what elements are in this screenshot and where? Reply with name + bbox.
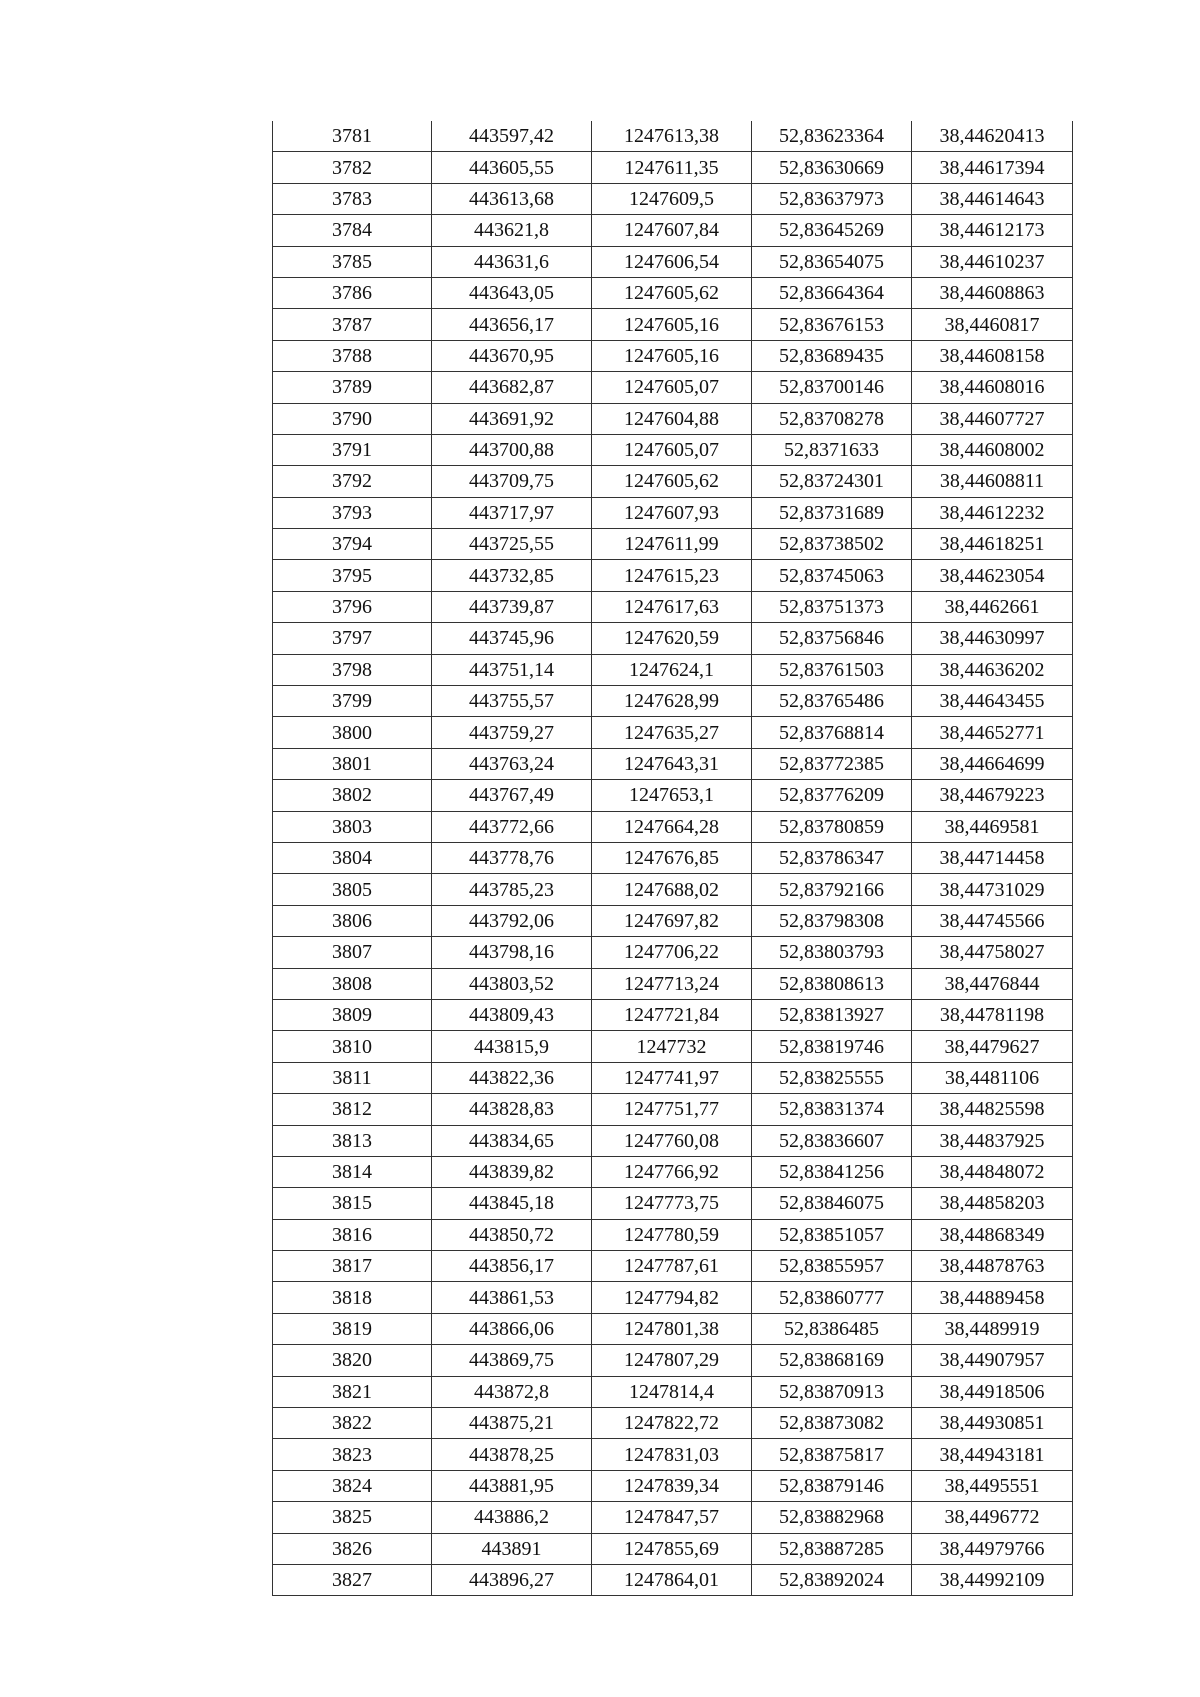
longitude-cell: 38,44630997 — [912, 623, 1073, 654]
latitude-cell: 52,83708278 — [752, 403, 912, 434]
longitude-cell: 38,44731029 — [912, 874, 1073, 905]
latitude-cell: 52,83751373 — [752, 591, 912, 622]
latitude-cell: 52,83836607 — [752, 1125, 912, 1156]
longitude-cell: 38,44930851 — [912, 1408, 1073, 1439]
y-coordinate-cell: 1247794,82 — [592, 1282, 752, 1313]
longitude-cell: 38,44636202 — [912, 654, 1073, 685]
longitude-cell: 38,44608811 — [912, 466, 1073, 497]
y-coordinate-cell: 1247751,77 — [592, 1094, 752, 1125]
point-number-cell: 3784 — [273, 215, 432, 246]
longitude-cell: 38,44643455 — [912, 686, 1073, 717]
table-row — [273, 937, 1073, 968]
x-coordinate-cell: 443875,21 — [432, 1408, 592, 1439]
point-number-cell: 3799 — [273, 686, 432, 717]
x-coordinate-cell: 443815,9 — [432, 1031, 592, 1062]
longitude-cell: 38,4462661 — [912, 591, 1073, 622]
latitude-cell: 52,83813927 — [752, 999, 912, 1030]
table-row — [273, 686, 1073, 717]
y-coordinate-cell: 1247605,07 — [592, 434, 752, 465]
point-number-cell: 3807 — [273, 937, 432, 968]
longitude-cell: 38,44781198 — [912, 999, 1073, 1030]
y-coordinate-cell: 1247628,99 — [592, 686, 752, 717]
x-coordinate-cell: 443809,43 — [432, 999, 592, 1030]
x-coordinate-cell: 443869,75 — [432, 1345, 592, 1376]
x-coordinate-cell: 443878,25 — [432, 1439, 592, 1470]
table-row — [273, 591, 1073, 622]
latitude-cell: 52,83792166 — [752, 874, 912, 905]
table-row — [273, 654, 1073, 685]
x-coordinate-cell: 443709,75 — [432, 466, 592, 497]
latitude-cell: 52,83841256 — [752, 1156, 912, 1187]
table-row — [273, 717, 1073, 748]
x-coordinate-cell: 443751,14 — [432, 654, 592, 685]
x-coordinate-cell: 443700,88 — [432, 434, 592, 465]
point-number-cell: 3824 — [273, 1470, 432, 1501]
point-number-cell: 3820 — [273, 1345, 432, 1376]
point-number-cell: 3805 — [273, 874, 432, 905]
table-row — [273, 1031, 1073, 1062]
y-coordinate-cell: 1247605,16 — [592, 309, 752, 340]
longitude-cell: 38,44889458 — [912, 1282, 1073, 1313]
y-coordinate-cell: 1247609,5 — [592, 183, 752, 214]
y-coordinate-cell: 1247766,92 — [592, 1156, 752, 1187]
point-number-cell: 3801 — [273, 748, 432, 779]
latitude-cell: 52,83645269 — [752, 215, 912, 246]
table-row — [273, 183, 1073, 214]
longitude-cell: 38,44620413 — [912, 121, 1073, 152]
x-coordinate-cell: 443759,27 — [432, 717, 592, 748]
latitude-cell: 52,83738502 — [752, 529, 912, 560]
longitude-cell: 38,44758027 — [912, 937, 1073, 968]
table-row — [273, 340, 1073, 371]
table-row — [273, 968, 1073, 999]
point-number-cell: 3791 — [273, 434, 432, 465]
point-number-cell: 3796 — [273, 591, 432, 622]
longitude-cell: 38,44679223 — [912, 780, 1073, 811]
y-coordinate-cell: 1247760,08 — [592, 1125, 752, 1156]
y-coordinate-cell: 1247847,57 — [592, 1502, 752, 1533]
longitude-cell: 38,44614643 — [912, 183, 1073, 214]
longitude-cell: 38,44907957 — [912, 1345, 1073, 1376]
latitude-cell: 52,83664364 — [752, 277, 912, 308]
x-coordinate-cell: 443896,27 — [432, 1564, 592, 1595]
latitude-cell: 52,83786347 — [752, 842, 912, 873]
point-number-cell: 3818 — [273, 1282, 432, 1313]
latitude-cell: 52,83745063 — [752, 560, 912, 591]
y-coordinate-cell: 1247606,54 — [592, 246, 752, 277]
y-coordinate-cell: 1247635,27 — [592, 717, 752, 748]
table-row — [273, 780, 1073, 811]
point-number-cell: 3803 — [273, 811, 432, 842]
y-coordinate-cell: 1247864,01 — [592, 1564, 752, 1595]
point-number-cell: 3795 — [273, 560, 432, 591]
longitude-cell: 38,44848072 — [912, 1156, 1073, 1187]
y-coordinate-cell: 1247605,07 — [592, 372, 752, 403]
point-number-cell: 3817 — [273, 1251, 432, 1282]
y-coordinate-cell: 1247664,28 — [592, 811, 752, 842]
x-coordinate-cell: 443670,95 — [432, 340, 592, 371]
y-coordinate-cell: 1247732 — [592, 1031, 752, 1062]
x-coordinate-cell: 443866,06 — [432, 1313, 592, 1344]
longitude-cell: 38,44878763 — [912, 1251, 1073, 1282]
x-coordinate-cell: 443767,49 — [432, 780, 592, 811]
x-coordinate-cell: 443772,66 — [432, 811, 592, 842]
table-row — [273, 1345, 1073, 1376]
longitude-cell: 38,44837925 — [912, 1125, 1073, 1156]
y-coordinate-cell: 1247855,69 — [592, 1533, 752, 1564]
point-number-cell: 3804 — [273, 842, 432, 873]
longitude-cell: 38,4481106 — [912, 1062, 1073, 1093]
y-coordinate-cell: 1247607,84 — [592, 215, 752, 246]
latitude-cell: 52,83851057 — [752, 1219, 912, 1250]
table-row — [273, 403, 1073, 434]
table-row — [273, 874, 1073, 905]
table-row — [273, 1156, 1073, 1187]
point-number-cell: 3798 — [273, 654, 432, 685]
latitude-cell: 52,83808613 — [752, 968, 912, 999]
x-coordinate-cell: 443631,6 — [432, 246, 592, 277]
table-row — [273, 1219, 1073, 1250]
y-coordinate-cell: 1247697,82 — [592, 905, 752, 936]
y-coordinate-cell: 1247814,4 — [592, 1376, 752, 1407]
longitude-cell: 38,44858203 — [912, 1188, 1073, 1219]
x-coordinate-cell: 443755,57 — [432, 686, 592, 717]
y-coordinate-cell: 1247801,38 — [592, 1313, 752, 1344]
latitude-cell: 52,83825555 — [752, 1062, 912, 1093]
x-coordinate-cell: 443763,24 — [432, 748, 592, 779]
x-coordinate-cell: 443861,53 — [432, 1282, 592, 1313]
point-number-cell: 3812 — [273, 1094, 432, 1125]
y-coordinate-cell: 1247605,62 — [592, 277, 752, 308]
y-coordinate-cell: 1247607,93 — [592, 497, 752, 528]
longitude-cell: 38,44979766 — [912, 1533, 1073, 1564]
table-row — [273, 1564, 1073, 1595]
y-coordinate-cell: 1247780,59 — [592, 1219, 752, 1250]
latitude-cell: 52,83873082 — [752, 1408, 912, 1439]
table-row — [273, 560, 1073, 591]
longitude-cell: 38,4460817 — [912, 309, 1073, 340]
point-number-cell: 3781 — [273, 121, 432, 152]
longitude-cell: 38,4476844 — [912, 968, 1073, 999]
latitude-cell: 52,83846075 — [752, 1188, 912, 1219]
table-row — [273, 905, 1073, 936]
table-row — [273, 1502, 1073, 1533]
y-coordinate-cell: 1247721,84 — [592, 999, 752, 1030]
latitude-cell: 52,83630669 — [752, 152, 912, 183]
latitude-cell: 52,83700146 — [752, 372, 912, 403]
table-row — [273, 1313, 1073, 1344]
x-coordinate-cell: 443691,92 — [432, 403, 592, 434]
x-coordinate-cell: 443605,55 — [432, 152, 592, 183]
longitude-cell: 38,44618251 — [912, 529, 1073, 560]
point-number-cell: 3787 — [273, 309, 432, 340]
latitude-cell: 52,83831374 — [752, 1094, 912, 1125]
point-number-cell: 3802 — [273, 780, 432, 811]
table-row — [273, 434, 1073, 465]
point-number-cell: 3782 — [273, 152, 432, 183]
x-coordinate-cell: 443850,72 — [432, 1219, 592, 1250]
point-number-cell: 3794 — [273, 529, 432, 560]
point-number-cell: 3783 — [273, 183, 432, 214]
latitude-cell: 52,83780859 — [752, 811, 912, 842]
x-coordinate-cell: 443881,95 — [432, 1470, 592, 1501]
table-row — [273, 466, 1073, 497]
table-row — [273, 1282, 1073, 1313]
y-coordinate-cell: 1247613,38 — [592, 121, 752, 152]
x-coordinate-cell: 443745,96 — [432, 623, 592, 654]
x-coordinate-cell: 443656,17 — [432, 309, 592, 340]
table-row — [273, 1439, 1073, 1470]
latitude-cell: 52,83860777 — [752, 1282, 912, 1313]
table-row — [273, 999, 1073, 1030]
table-row — [273, 1408, 1073, 1439]
point-number-cell: 3786 — [273, 277, 432, 308]
latitude-cell: 52,83887285 — [752, 1533, 912, 1564]
x-coordinate-cell: 443803,52 — [432, 968, 592, 999]
y-coordinate-cell: 1247605,62 — [592, 466, 752, 497]
y-coordinate-cell: 1247713,24 — [592, 968, 752, 999]
latitude-cell: 52,83803793 — [752, 937, 912, 968]
table-row — [273, 1062, 1073, 1093]
latitude-cell: 52,83637973 — [752, 183, 912, 214]
y-coordinate-cell: 1247839,34 — [592, 1470, 752, 1501]
latitude-cell: 52,83689435 — [752, 340, 912, 371]
x-coordinate-cell: 443621,8 — [432, 215, 592, 246]
table-row — [273, 748, 1073, 779]
point-number-cell: 3819 — [273, 1313, 432, 1344]
y-coordinate-cell: 1247620,59 — [592, 623, 752, 654]
x-coordinate-cell: 443739,87 — [432, 591, 592, 622]
longitude-cell: 38,4479627 — [912, 1031, 1073, 1062]
point-number-cell: 3811 — [273, 1062, 432, 1093]
table-row — [273, 121, 1073, 152]
y-coordinate-cell: 1247688,02 — [592, 874, 752, 905]
point-number-cell: 3826 — [273, 1533, 432, 1564]
longitude-cell: 38,44664699 — [912, 748, 1073, 779]
x-coordinate-cell: 443856,17 — [432, 1251, 592, 1282]
longitude-cell: 38,44943181 — [912, 1439, 1073, 1470]
x-coordinate-cell: 443613,68 — [432, 183, 592, 214]
y-coordinate-cell: 1247822,72 — [592, 1408, 752, 1439]
x-coordinate-cell: 443785,23 — [432, 874, 592, 905]
x-coordinate-cell: 443845,18 — [432, 1188, 592, 1219]
longitude-cell: 38,44610237 — [912, 246, 1073, 277]
latitude-cell: 52,83756846 — [752, 623, 912, 654]
longitude-cell: 38,4496772 — [912, 1502, 1073, 1533]
longitude-cell: 38,4495551 — [912, 1470, 1073, 1501]
y-coordinate-cell: 1247605,16 — [592, 340, 752, 371]
y-coordinate-cell: 1247617,63 — [592, 591, 752, 622]
coordinates-table-body — [273, 121, 1073, 1596]
latitude-cell: 52,83776209 — [752, 780, 912, 811]
table-row — [273, 1533, 1073, 1564]
point-number-cell: 3825 — [273, 1502, 432, 1533]
latitude-cell: 52,83879146 — [752, 1470, 912, 1501]
table-row — [273, 215, 1073, 246]
point-number-cell: 3821 — [273, 1376, 432, 1407]
table-row — [273, 1094, 1073, 1125]
longitude-cell: 38,44825598 — [912, 1094, 1073, 1125]
x-coordinate-cell: 443828,83 — [432, 1094, 592, 1125]
latitude-cell: 52,83768814 — [752, 717, 912, 748]
x-coordinate-cell: 443682,87 — [432, 372, 592, 403]
y-coordinate-cell: 1247604,88 — [592, 403, 752, 434]
x-coordinate-cell: 443717,97 — [432, 497, 592, 528]
table-row — [273, 1470, 1073, 1501]
table-row — [273, 497, 1073, 528]
latitude-cell: 52,83868169 — [752, 1345, 912, 1376]
table-row — [273, 152, 1073, 183]
latitude-cell: 52,83761503 — [752, 654, 912, 685]
x-coordinate-cell: 443725,55 — [432, 529, 592, 560]
latitude-cell: 52,8386485 — [752, 1313, 912, 1344]
point-number-cell: 3822 — [273, 1408, 432, 1439]
y-coordinate-cell: 1247773,75 — [592, 1188, 752, 1219]
table-row — [273, 623, 1073, 654]
longitude-cell: 38,44608016 — [912, 372, 1073, 403]
y-coordinate-cell: 1247741,97 — [592, 1062, 752, 1093]
point-number-cell: 3789 — [273, 372, 432, 403]
point-number-cell: 3808 — [273, 968, 432, 999]
y-coordinate-cell: 1247615,23 — [592, 560, 752, 591]
latitude-cell: 52,83724301 — [752, 466, 912, 497]
point-number-cell: 3827 — [273, 1564, 432, 1595]
longitude-cell: 38,4469581 — [912, 811, 1073, 842]
x-coordinate-cell: 443792,06 — [432, 905, 592, 936]
x-coordinate-cell: 443886,2 — [432, 1502, 592, 1533]
point-number-cell: 3790 — [273, 403, 432, 434]
x-coordinate-cell: 443597,42 — [432, 121, 592, 152]
latitude-cell: 52,8371633 — [752, 434, 912, 465]
point-number-cell: 3800 — [273, 717, 432, 748]
point-number-cell: 3815 — [273, 1188, 432, 1219]
y-coordinate-cell: 1247706,22 — [592, 937, 752, 968]
longitude-cell: 38,44617394 — [912, 152, 1073, 183]
point-number-cell: 3816 — [273, 1219, 432, 1250]
y-coordinate-cell: 1247611,99 — [592, 529, 752, 560]
longitude-cell: 38,4489919 — [912, 1313, 1073, 1344]
table-row — [273, 529, 1073, 560]
x-coordinate-cell: 443643,05 — [432, 277, 592, 308]
table-row — [273, 277, 1073, 308]
table-row — [273, 1125, 1073, 1156]
point-number-cell: 3793 — [273, 497, 432, 528]
point-number-cell: 3806 — [273, 905, 432, 936]
longitude-cell: 38,44918506 — [912, 1376, 1073, 1407]
latitude-cell: 52,83892024 — [752, 1564, 912, 1595]
point-number-cell: 3785 — [273, 246, 432, 277]
x-coordinate-cell: 443778,76 — [432, 842, 592, 873]
table-row — [273, 309, 1073, 340]
latitude-cell: 52,83882968 — [752, 1502, 912, 1533]
latitude-cell: 52,83819746 — [752, 1031, 912, 1062]
longitude-cell: 38,44608158 — [912, 340, 1073, 371]
table-row — [273, 811, 1073, 842]
point-number-cell: 3823 — [273, 1439, 432, 1470]
document-page — [272, 121, 1072, 1596]
table-row — [273, 246, 1073, 277]
latitude-cell: 52,83623364 — [752, 121, 912, 152]
latitude-cell: 52,83654075 — [752, 246, 912, 277]
longitude-cell: 38,44608002 — [912, 434, 1073, 465]
x-coordinate-cell: 443839,82 — [432, 1156, 592, 1187]
point-number-cell: 3792 — [273, 466, 432, 497]
latitude-cell: 52,83798308 — [752, 905, 912, 936]
latitude-cell: 52,83855957 — [752, 1251, 912, 1282]
point-number-cell: 3814 — [273, 1156, 432, 1187]
longitude-cell: 38,44608863 — [912, 277, 1073, 308]
longitude-cell: 38,44623054 — [912, 560, 1073, 591]
latitude-cell: 52,83731689 — [752, 497, 912, 528]
latitude-cell: 52,83875817 — [752, 1439, 912, 1470]
y-coordinate-cell: 1247676,85 — [592, 842, 752, 873]
latitude-cell: 52,83870913 — [752, 1376, 912, 1407]
y-coordinate-cell: 1247831,03 — [592, 1439, 752, 1470]
y-coordinate-cell: 1247807,29 — [592, 1345, 752, 1376]
point-number-cell: 3788 — [273, 340, 432, 371]
latitude-cell: 52,83676153 — [752, 309, 912, 340]
x-coordinate-cell: 443798,16 — [432, 937, 592, 968]
table-row — [273, 1376, 1073, 1407]
y-coordinate-cell: 1247611,35 — [592, 152, 752, 183]
y-coordinate-cell: 1247787,61 — [592, 1251, 752, 1282]
point-number-cell: 3797 — [273, 623, 432, 654]
longitude-cell: 38,44745566 — [912, 905, 1073, 936]
y-coordinate-cell: 1247643,31 — [592, 748, 752, 779]
longitude-cell: 38,44612173 — [912, 215, 1073, 246]
table-row — [273, 1188, 1073, 1219]
longitude-cell: 38,44652771 — [912, 717, 1073, 748]
y-coordinate-cell: 1247624,1 — [592, 654, 752, 685]
point-number-cell: 3809 — [273, 999, 432, 1030]
table-row — [273, 372, 1073, 403]
longitude-cell: 38,44714458 — [912, 842, 1073, 873]
table-row — [273, 1251, 1073, 1282]
longitude-cell: 38,44868349 — [912, 1219, 1073, 1250]
table-row — [273, 842, 1073, 873]
point-number-cell: 3813 — [273, 1125, 432, 1156]
coordinates-table — [272, 121, 1073, 1596]
x-coordinate-cell: 443822,36 — [432, 1062, 592, 1093]
latitude-cell: 52,83772385 — [752, 748, 912, 779]
x-coordinate-cell: 443872,8 — [432, 1376, 592, 1407]
point-number-cell: 3810 — [273, 1031, 432, 1062]
y-coordinate-cell: 1247653,1 — [592, 780, 752, 811]
x-coordinate-cell: 443732,85 — [432, 560, 592, 591]
x-coordinate-cell: 443834,65 — [432, 1125, 592, 1156]
longitude-cell: 38,44607727 — [912, 403, 1073, 434]
x-coordinate-cell: 443891 — [432, 1533, 592, 1564]
latitude-cell: 52,83765486 — [752, 686, 912, 717]
longitude-cell: 38,44612232 — [912, 497, 1073, 528]
longitude-cell: 38,44992109 — [912, 1564, 1073, 1595]
